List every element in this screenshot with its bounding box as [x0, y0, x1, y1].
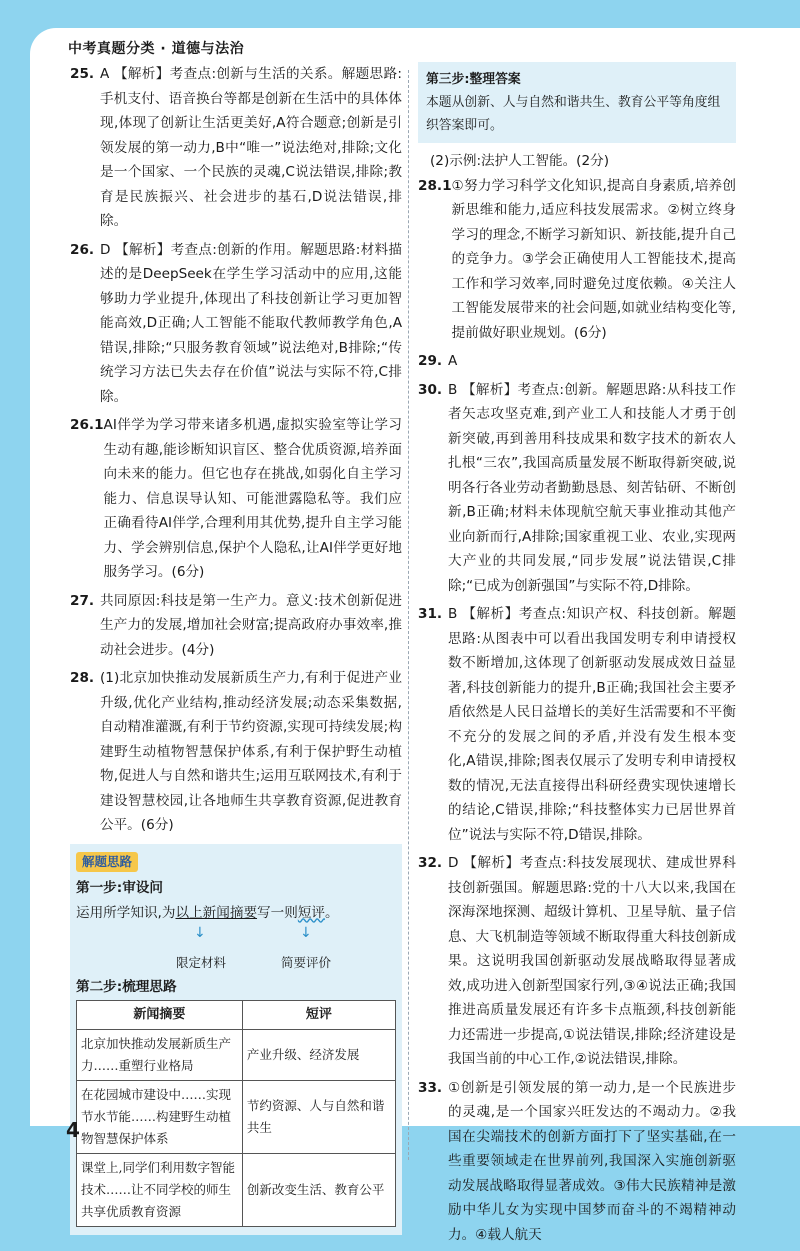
step1-end: 。	[325, 904, 339, 921]
table-cell: 课堂上,同学们利用数字智能技术……让不同学校的师生共享优质教育资源	[77, 1153, 243, 1226]
answer-item	[418, 349, 736, 374]
table-cell: 产业升级、经济发展	[242, 1029, 395, 1080]
page-number: 4	[66, 1118, 80, 1142]
question-number: 30.	[418, 381, 443, 398]
question-number: 31.	[418, 606, 443, 622]
answer-item	[70, 666, 402, 838]
answer-text: 共同原因:科技是第一生产力。意义:技术创新促进生产力的发展,增加社会财富;提高政府办事效率,推动社会进步。(4分)	[100, 592, 402, 658]
table-cell: 节约资源、人与自然和谐共生	[242, 1080, 395, 1153]
table-cell: 创新改变生活、教育公平	[242, 1153, 395, 1226]
label-brief-comment: 简要评价	[281, 955, 332, 970]
step3-text: 本题从创新、人与自然和谐共生、教育公平等角度组织答案即可。	[426, 95, 721, 133]
table-header: 短评	[242, 1000, 395, 1029]
answer-item	[70, 238, 402, 410]
table-cell: 在花园城市建设中……实现节水节能……构建野生动植物智慧保护体系	[77, 1080, 243, 1153]
answer-item	[418, 851, 736, 1072]
left-column	[70, 62, 402, 1235]
right-answer-list	[418, 174, 736, 1248]
answer-item	[70, 589, 402, 663]
thinking-tag: 解题思路	[76, 852, 138, 872]
step1-pre: 运用所学知识,为	[76, 904, 176, 921]
question-number: 29.	[418, 353, 443, 369]
news-table	[76, 1000, 396, 1227]
answer-text: ①创新是引领发展的第一动力,是一个民族进步的灵魂,是一个国家兴旺发达的不竭动力。②我国在尖端技术的创新方面打下了坚实基础,在一些重要领域走在世界前列,我国深入实施创新驱动发展战略取得显著成效。③伟大民族精神是激励中华儿女为实现中国梦而奋斗的不竭精神动力。④载人航天	[448, 1079, 736, 1243]
answer-text: B 【解析】考查点:知识产权、科技创新。解题思路:从图表中可以看出我国发明专利申请授权数不断增加,这体现了创新驱动发展成效日益显著,科技创新能力的提升,B正确;我国社会主要矛盾依然是人民日益增长的美好生活需要和不平衡不充分的发展之间的矛盾,并没有发生根本变化,A错误,排除;图表仅展示了发明专利申请授权数的情况,无法直接得出科研经费实现快速增长的结论,C错误,排除;“科技整体实力已居世界首位”说法与实际不符,D错误,排除。	[448, 606, 736, 843]
answer-text: B 【解析】考查点:创新。解题思路:从科技工作者矢志攻坚克难,到产业工人和技能人才勇于创新突破,再到善用科技成果和数字技术的新农人扎根“三农”,我国高质量发展不断取得新突破,说明各行各业劳动者勤勤恳恳、刻苦钻研、不断创新,B正确;材料未体现航空航天事业推动其他产业向新而行,A排除;国家重视工业、农业,实现两大产业的共同发展,“同步发展”说法错误,C排除;“已成为创新强国”与实际不符,D排除。	[448, 381, 736, 594]
label-limited-material: 限定材料	[176, 955, 227, 970]
answer-text: AI伴学为学习带来诸多机遇,虚拟实验室等让学习生动有趣,能诊断知识盲区、整合优质资源,培养面向未来的能力。但它也存在挑战,如弱化自主学习能力、信息误导认知、可能泄露隐私等。我们应正确看待AI伴学,合理利用其优势,提升自主学习能力、学会辨别信息,保护个人隐私,让AI伴学更好地服务学习。(6分)	[103, 417, 402, 580]
question-number: 26.1	[70, 417, 104, 433]
step1-underlined: 以上新闻摘要	[175, 904, 258, 921]
question-number: 32.	[418, 855, 443, 871]
question-number: 33.	[418, 1079, 443, 1096]
table-row	[77, 1029, 396, 1080]
step2-title: 第二步:梳理思路	[76, 979, 177, 995]
arrow-down-icon: ↓	[194, 925, 206, 941]
right-column	[418, 62, 736, 1251]
answer-28-2: (2)示例:法护人工智能。(2分)	[430, 153, 610, 169]
answer-text: ①努力学习科学文化知识,提高自身素质,培养创新思维和能力,适应科技发展需求。②树立终身学习的理念,不断学习新知识、新技能,提升自己的竞争力。③学会正确使用人工智能技术,提高工作和学习效率,同时避免过度依赖。④关注人工智能发展带来的社会问题,如就业结构变化等,提前做好职业规划。(6分)	[451, 177, 736, 341]
question-number: 28.	[70, 670, 95, 686]
step3-box	[418, 62, 736, 143]
arrow-labels	[76, 951, 396, 973]
page-header: 中考真题分类 · 道德与法治	[68, 41, 245, 57]
step1-title: 第一步:审设问	[76, 880, 163, 896]
column-divider	[408, 70, 409, 1160]
question-number: 27.	[70, 592, 95, 609]
answer-item	[70, 413, 402, 585]
answer-text: (1)北京加快推动发展新质生产力,有利于促进产业升级,优化产业结构,推动经济发展;动态采集数据,自动精准灌溉,有利于节约资源,实现可持续发展;构建野生动植物智慧保护体系,有利于保护野生动植物,促进人与自然和谐共生;运用互联网技术,有利于建设智慧校园,让各地师生共享教育资源,促进教育公平。(6分)	[100, 670, 402, 833]
question-number: 28.1	[418, 177, 452, 194]
answer-text: D 【解析】考查点:创新的作用。解题思路:材料描述的是DeepSeek在学生学习活动中的应用,这能够助力学业提升,体现出了科技创新让学习更加智能高效,D正确;人工智能不能取代教师教学角色,A错误,排除;“只服务教育领域”说法绝对,B排除;“传统学习方法已失去存在价值”说法与实际不符,C排除。	[100, 241, 402, 405]
answer-item	[418, 378, 736, 599]
table-header: 新闻摘要	[77, 1000, 243, 1029]
step1-line	[76, 901, 396, 926]
question-number: 26.	[70, 241, 95, 258]
step3-title: 第三步:整理答案	[426, 72, 521, 87]
table-cell: 北京加快推动发展新质生产力……重塑行业格局	[77, 1029, 243, 1080]
step1-mid: 写一则	[257, 904, 298, 921]
answer-text: D 【解析】考查点:科技发展现状、建成世界科技创新强国。解题思路:党的十八大以来,我国在深海深地探测、超级计算机、卫星导航、量子信息、大飞机制造等领域不断取得重大科技创新成果。这说明我国创新驱动发展战略取得显著成效,成功进入创新型国家行列,③④说法正确;我国推进高质量发展还有许多卡点瓶颈,科技创新能力还需进一步提高,①说法错误,排除;经济建设是我国当前的中心工作,②说法错误,排除。	[448, 855, 736, 1067]
answer-item	[418, 602, 736, 847]
table-row	[77, 1080, 396, 1153]
question-number: 25.	[70, 66, 95, 82]
answer-text: A	[448, 353, 458, 369]
step1-wavy: 短评	[297, 904, 326, 921]
thinking-box	[70, 844, 402, 1235]
answer-text: A 【解析】考查点:创新与生活的关系。解题思路:手机支付、语音换台等都是创新在生活中的具体体现,体现了创新让生活更美好,A符合题意;创新是引领发展的第一动力,B中“唯一”说法绝对,排除;文化是一个国家、一个民族的灵魂,C说法错误,排除;教育是民族振兴、社会进步的基石,D说法错误,排除。	[100, 66, 402, 229]
table-row	[77, 1153, 396, 1226]
arrow-down-icon: ↓	[300, 925, 312, 941]
answer-item	[418, 1076, 736, 1248]
left-answer-list	[70, 62, 402, 838]
arrows-row	[76, 925, 396, 951]
answer-item	[70, 62, 402, 234]
answer-item	[418, 174, 736, 346]
